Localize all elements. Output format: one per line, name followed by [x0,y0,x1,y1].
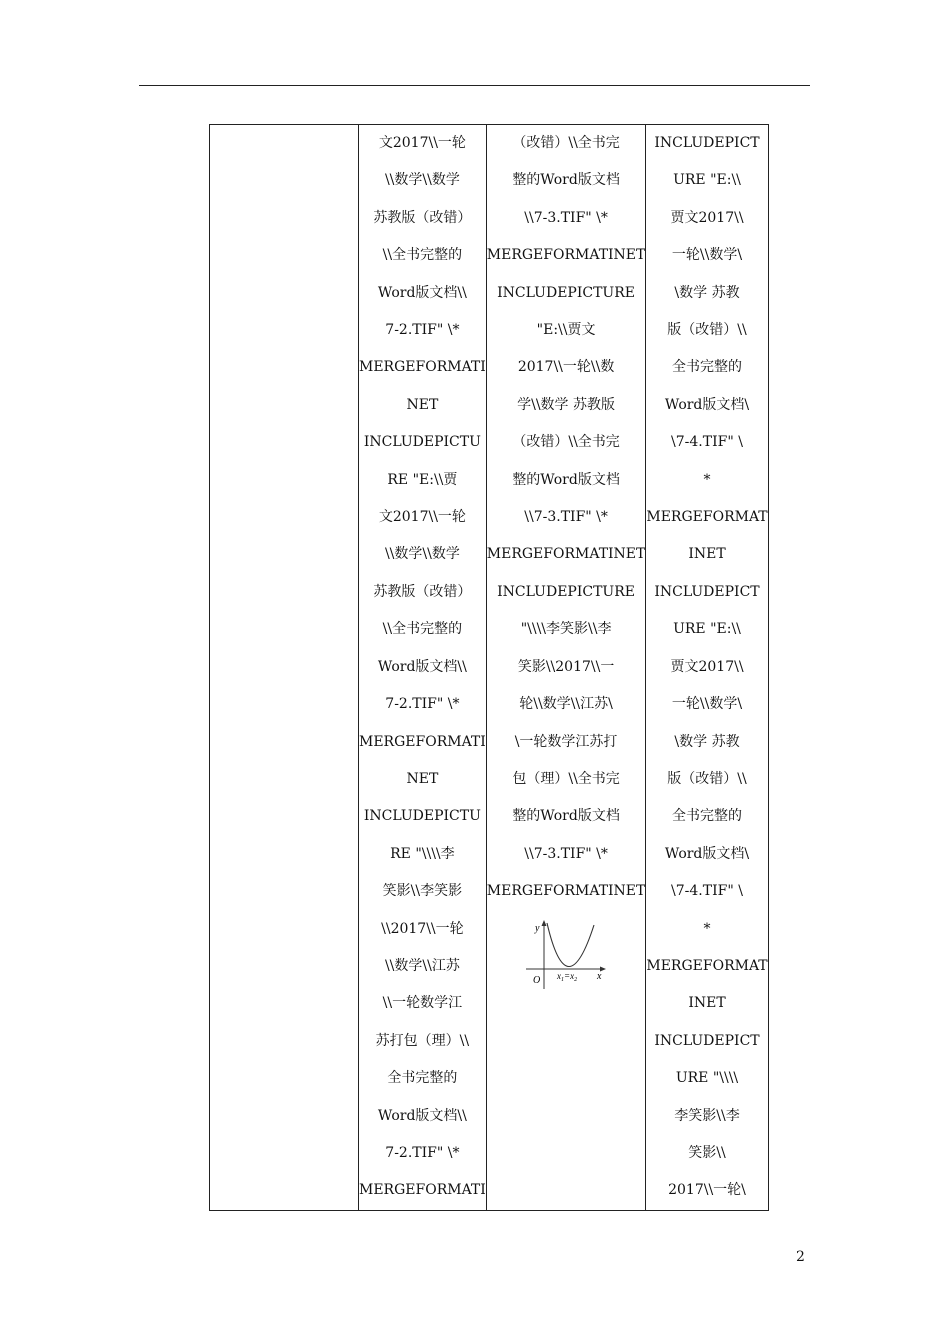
text-line: MERGEFORMATI [359,359,486,376]
y-axis-arrow-icon [542,920,547,926]
table-row [210,125,769,1211]
text-line: 贾文2017\\ [670,209,744,226]
text-line: 轮\\数学\\江苏\ [519,696,613,713]
text-line: INCLUDEPICTURE [497,583,635,600]
text-line: 版（改错）\\ [667,322,747,339]
text-line: \\全书完整的 [382,621,463,638]
text-line: * [703,471,711,488]
text-line: MERGEFORMATINET [486,247,646,264]
text-line: 一轮\\数学\ [671,696,743,713]
text-line: （改错）\\全书完 [512,135,620,151]
content-table [209,124,769,1211]
header-rule [139,85,810,86]
text-line: INCLUDEPICTU [363,808,481,825]
parabola-curve [547,923,594,967]
text-line: 7-2.TIF" \* [385,696,460,713]
origin-label: O [533,974,541,986]
text-line: "\\\\李笑影\\李 [520,621,612,638]
text-line: Word版文档\\ [377,1107,467,1124]
x-axis-label: x [597,970,602,982]
text-line: 全书完整的 [672,808,742,825]
text-line: Word版文档\ [664,396,750,413]
text-line: \\数学\\数学 [384,172,460,189]
text-line: 苏教版（改错） [373,583,472,600]
text-line: Word版文档\\ [377,658,467,675]
page-number: 2 [796,1249,805,1265]
parabola-figure [524,917,608,993]
text-line: \7-4.TIF" \ [671,883,743,900]
text-line: \\2017\\一轮 [381,920,464,937]
text-line: 版（改错）\\ [667,770,747,787]
text-line: 文2017\\一轮 [378,509,466,526]
text-line: 7-2.TIF" \* [385,322,460,339]
text-line: NET [406,770,439,787]
text-line: 笑影\\李笑影 [382,883,463,900]
text-line: 包（理）\\全书完 [512,770,620,787]
table-cell-col3 [486,125,646,1211]
text-line: MERGEFORMATI [359,1182,486,1199]
text-line: 整的Word版文档 [512,172,620,189]
table-cell-col2 [359,125,487,1211]
text-line: 文2017\\一轮 [378,135,466,151]
text-line: INET [688,546,726,563]
text-line: 学\\数学 苏教版 [517,396,616,413]
text-line: INCLUDEPICT [654,135,760,151]
cell-text-col2 [359,125,486,1210]
text-line: 苏教版（改错） [373,209,472,226]
text-line: INCLUDEPICT [654,583,760,600]
text-line: Word版文档\ [664,845,750,862]
text-line: \\数学\\江苏 [384,957,460,974]
text-line: 整的Word版文档 [512,808,620,825]
text-line: RE "\\\\李 [390,845,455,862]
text-line: \\全书完整的 [382,247,463,264]
text-line: 2017\\一轮\ [668,1182,746,1199]
table-cell-empty [210,125,359,1211]
text-line: 全书完整的 [387,1070,458,1087]
text-line: 2017\\一轮\\数 [517,359,615,376]
text-line: INET [688,995,726,1012]
root-label: $x_1=x_2$ [557,970,578,983]
text-line: URE "E:\\ [673,621,741,638]
text-line: 笑影\\2017\\一 [517,658,615,675]
text-line: NET [406,396,439,413]
text-line: RE "E:\\贾 [387,471,458,488]
text-line: * [703,920,711,937]
text-line: URE "E:\\ [673,172,741,189]
text-line: \\7-3.TIF" \* [524,509,608,526]
text-line: \数学 苏教 [674,284,740,301]
text-line: 苏打包（理）\\ [375,1032,470,1049]
text-line: 贾文2017\\ [670,658,744,675]
text-line: （改错）\\全书完 [512,434,620,451]
text-line: MERGEFORMATI [359,733,486,750]
text-line: INCLUDEPICTURE [497,284,635,301]
y-axis-label: y [535,922,540,934]
text-line: "E:\\贾文 [536,322,596,339]
text-line: \\7-3.TIF" \* [524,209,608,226]
text-line: \数学 苏教 [674,733,740,750]
text-line: 笑影\\ [688,1144,726,1161]
text-line: INCLUDEPICT [654,1032,760,1049]
text-line: \\数学\\数学 [384,546,460,563]
text-line: 整的Word版文档 [512,471,620,488]
cell-text-col3 [487,125,646,911]
text-line: 李笑影\\李 [674,1107,740,1124]
text-line: MERGEFORMATINET [486,883,646,900]
text-line: \\一轮数学江 [382,995,463,1012]
text-line: \一轮数学江苏打 [514,733,618,750]
text-line: \\7-3.TIF" \* [524,845,608,862]
text-line: Word版文档\\ [377,284,467,301]
cell-text-col4 [646,125,767,1210]
text-line: \7-4.TIF" \ [671,434,743,451]
text-line: URE "\\\\ [675,1070,739,1087]
text-line: 一轮\\数学\ [671,247,743,264]
text-line: MERGEFORMAT [646,957,768,974]
text-line: MERGEFORMAT [646,509,768,526]
table-cell-col4 [646,125,768,1211]
text-line: INCLUDEPICTU [363,434,481,451]
text-line: 7-2.TIF" \* [385,1144,460,1161]
text-line: 全书完整的 [672,359,742,376]
text-line: MERGEFORMATINET [486,546,646,563]
